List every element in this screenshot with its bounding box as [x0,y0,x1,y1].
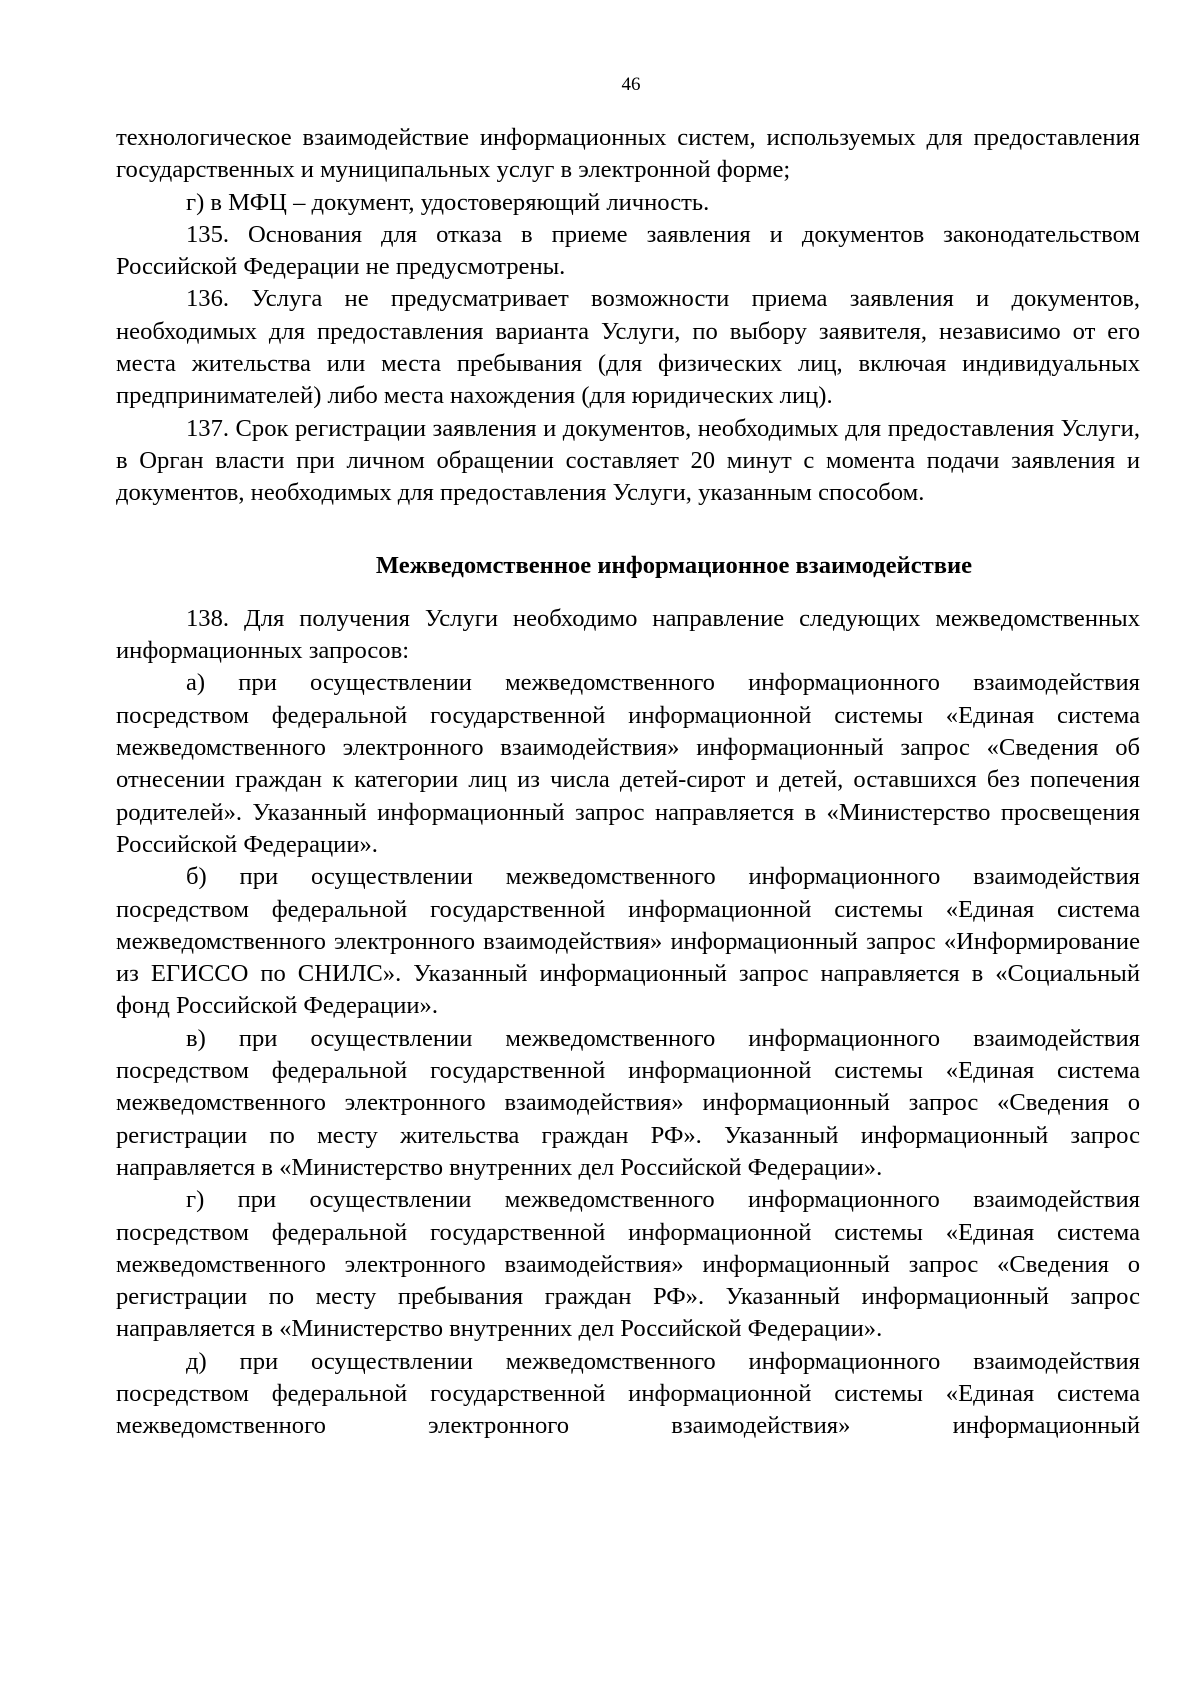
paragraph-136: 136. Услуга не предусматривает возможности приема заявления и документов, необходимых для предоставления варианта Услуги, по выбору заявителя, независимо от его места жительства или места пребывания (для физических лиц, включая индивидуальных предпринимателей) либо места нахождения (для юридических лиц). [116,285,1140,410]
paragraph-item-g: г) при осуществлении межведомственного информационного взаимодействия посредством федеральной государственной информационной системы «Единая система межведомственного электронного взаимодействия» информационный запрос «Сведения о регистрации по месту пребывания граждан РФ». Указанный информационный запрос направляется в «Министерство внутренних дел Российской Федерации». [116,1186,1140,1343]
section-heading: Межведомственное информационное взаимодействие [375,551,973,579]
paragraph-item-a: а) при осуществлении межведомственного информационного взаимодействия посредством федеральной государственной информационной системы «Единая система межведомственного электронного взаимодействия» информационный запрос «Сведения об отнесении граждан к категории лиц из числа детей-сирот и детей, оставшихся без попечения родителей». Указанный информационный запрос направляется в «Министерство просвещения Российской Федерации». [116,669,1140,858]
paragraph-137: 137. Срок регистрации заявления и документов, необходимых для предоставления Услуги, в Орган власти при личном обращении составляет 20 минут с момента подачи заявления и документов, необходимых для предоставления Услуги, указанным способом. [116,414,1140,507]
paragraph-item-v: в) при осуществлении межведомственного информационного взаимодействия посредством федеральной государственной информационной системы «Единая система межведомственного электронного взаимодействия» информационный запрос «Сведения о регистрации по месту жительства граждан РФ». Указанный информационный запрос направляется в «Министерство внутренних дел Российской Федерации». [116,1024,1140,1181]
paragraph-item-d: д) при осуществлении межведомственного информационного взаимодействия посредством федеральной государственной информационной системы «Единая система межведомственного электронного взаимодействия» информационный [116,1347,1140,1440]
document-body [116,122,1140,1443]
paragraph-continuation: технологическое взаимодействие информационных систем, используемых для предоставления государственных и муниципальных услуг в электронной форме; [116,124,1140,184]
paragraph-item-b: б) при осуществлении межведомственного информационного взаимодействия посредством федеральной государственной информационной системы «Единая система межведомственного электронного взаимодействия» информационный запрос «Информирование из ЕГИССО по СНИЛС». Указанный информационный запрос направляется в «Социальный фонд Российской Федерации». [116,863,1140,1020]
page-number: 46 [621,74,641,95]
paragraph-item-g-mfc: г) в МФЦ – документ, удостоверяющий личность. [186,188,710,216]
paragraph-135: 135. Основания для отказа в приеме заявления и документов законодательством Российской Федерации не предусмотрены. [116,220,1140,281]
paragraph-138: 138. Для получения Услуги необходимо направление следующих межведомственных информационных запросов: [116,604,1140,665]
